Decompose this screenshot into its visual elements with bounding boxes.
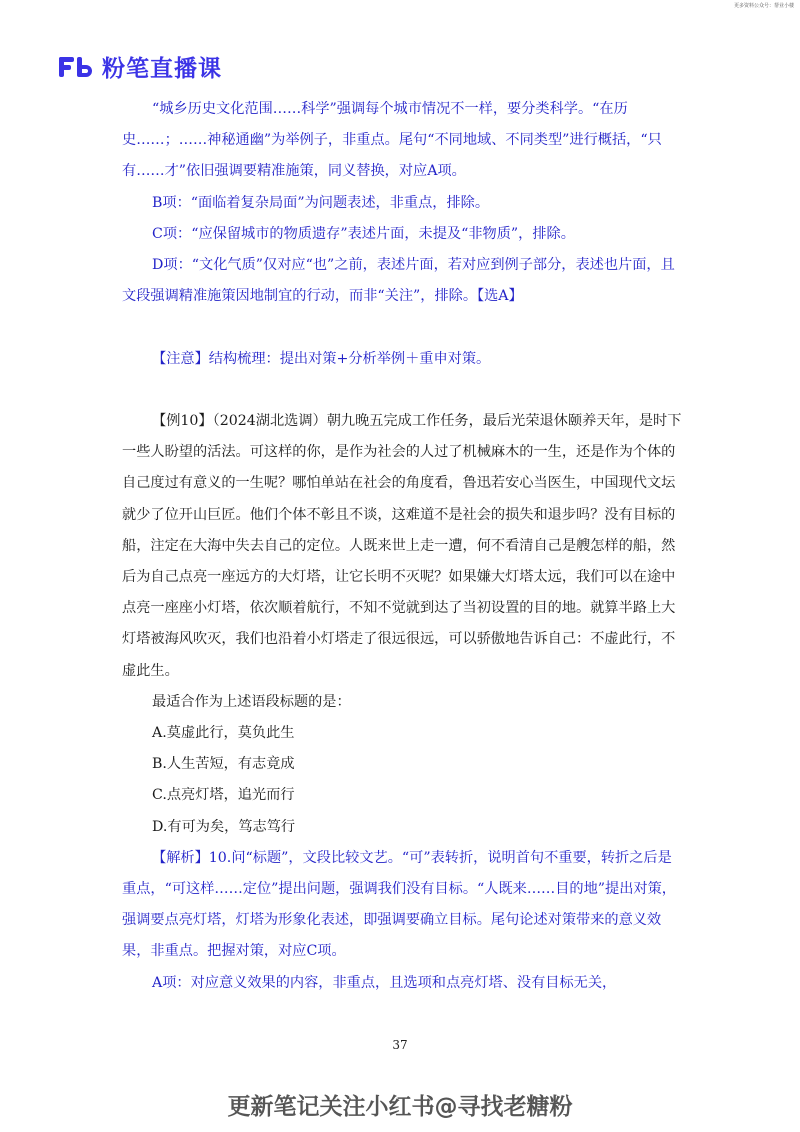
note-paragraph: 【注意】结构梳理：提出对策+分析举例＋重申对策。 [152,350,491,367]
footer-watermark: 更新笔记关注小红书@寻找老糖粉 [227,1094,573,1120]
document-body [122,94,682,999]
option-c: C.点亮灯塔，追光而行 [152,787,295,804]
option-a-analysis: A项：对应意义效果的内容，非重点，且选项和点亮灯塔、没有目标无关， [152,974,617,991]
answer-analysis: 【解析】10.问“标题”，文段比较文艺。“可”表转折，说明首句不重要，转折之后是重点，“可这样……定位”提出问题，强调我们没有目标。“人既来……目的地”提出对策，强调要点亮灯塔，灯塔为形象化表述，即强调要确立目标。尾句论述对策带来的意义效果，非重点。把握对策，对应C项。 [122,849,676,960]
brand-name: 粉笔直播课 [102,56,222,82]
option-b: B.人生苦短，有志竟成 [152,756,295,773]
option-d-analysis: D项：“文化气质”仅对应“也”之前，表述片面，若对应到例子部分，表述也片面，且文段强调精准施策因地制宜的行动，而非“关注”，排除。【选A】 [122,257,675,305]
analysis-paragraph: “城乡历史文化范围……科学”强调每个城市情况不一样，要分类科学。“在历史……；……神秘通幽”为举例子，非重点。尾句“不同地域、不同类型”进行概括，“只有……才”依旧强调要精准施策，同义替换，对应A项。 [122,101,662,180]
fenbi-logo-icon [58,52,94,82]
option-d: D.有可为矣，笃志笃行 [152,818,296,835]
option-c-analysis: C项：“应保留城市的物质遗存”表述片面，未提及“非物质”，排除。 [152,225,575,242]
corner-note: 更多资料公众号：帮业小楼 [733,3,794,9]
page-number: 37 [392,1038,408,1052]
brand-header [58,50,222,83]
option-a: A.莫虚此行，莫负此生 [152,725,295,742]
option-b-analysis: B项：“面临着复杂局面”为问题表述，非重点，排除。 [152,194,490,211]
question-stem: 最适合作为上述语段标题的是： [152,693,351,710]
example-passage: 【例10】（2024湖北选调）朝九晚五完成工作任务，最后光荣退休颐养天年，是时下一些人盼望的活法。可这样的你，是作为社会的人过了机械麻木的一生，还是作为个体的自己度过有意义的一生呢？哪怕单站在社会的角度看，鲁迅若安心当医生，中国现代文坛就少了位开山巨匠。他们个体不彰且不谈，这难道不是社会的损失和退步吗？没有目标的船，注定在大海中失去自己的定位。人既来世上走一遭，何不看清自己是艘怎样的船，然后为自己点亮一座远方的大灯塔，让它长明不灭呢？如果嫌大灯塔太远，我们可以在途中点亮一座座小灯塔，依次顺着航行，不知不觉就到达了当初设置的目的地。就算半路上大灯塔被海风吹灭，我们也沿着小灯塔走了很远很远，可以骄傲地告诉自己：不虚此行，不虚此生。 [122,413,682,679]
